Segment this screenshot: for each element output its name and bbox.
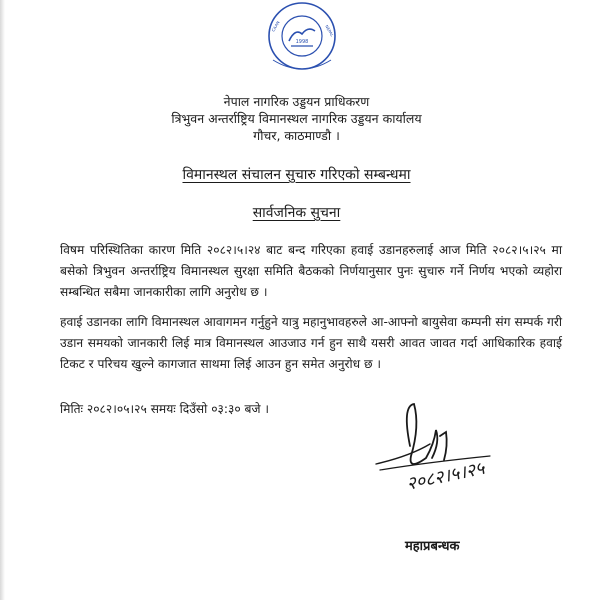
notice-subject: विमानस्थल संचालन सुचारु गरिएको सम्बन्धमा bbox=[182, 167, 411, 183]
notice-dateline: मितिः २०८२।०५।२५ समयः दिउँसो ०३:३० बजे । bbox=[60, 402, 270, 416]
header-org-name: नेपाल नागरिक उड्डयन प्राधिकरण bbox=[223, 94, 370, 109]
svg-text:NEPAL: NEPAL bbox=[324, 24, 335, 38]
signatory-designation: महाप्रबन्धक bbox=[405, 539, 460, 554]
handwritten-signature bbox=[370, 396, 540, 506]
notice-title: सार्वजनिक सुचना bbox=[252, 205, 341, 221]
seal-year: 1998 bbox=[295, 39, 309, 45]
header-office-name: त्रिभुवन अन्तर्राष्ट्रिय विमानस्थल नागरिक उड्डयन कार्यालय bbox=[171, 111, 422, 126]
caan-seal-logo bbox=[253, 0, 351, 80]
svg-text:CAAN: CAAN bbox=[270, 20, 281, 33]
notice-paragraph-2: हवाई उडानका लागि विमानस्थल आवागमन गर्नुहुने यात्रु महानुभावहरुले आ-आफ्नो बायुसेवा कम्पनी संग सम्पर्क गरी उडान समयको जानकारी लिई मात्र विमानस्थल आउजाउ गर्न हुन साथै यसरी आवत जावत गर्दा आधिकारिक हवाई टिकट र परिचय खुल्ने कागजात साथमा लिई आउन हुन समेत अनुरोध छ । bbox=[60, 315, 562, 371]
signature-date: २०८२।५।२५ bbox=[404, 457, 487, 495]
scan-edge-shadow bbox=[0, 0, 5, 600]
notice-paragraph-1: विषम परिस्थितिका कारण मिति २०८२।५।२४ बाट बन्द गरिएका हवाई उडानहरुलाई आज मिति २०८२।५।२५ मा बसेको त्रिभुवन अन्तर्राष्ट्रिय विमानस्थल सुरक्षा समिति बैठकको निर्णयानुसार पुनः सुचारु गर्ने निर्णय भएको व्यहोरा सम्बन्धित सबैमा जानकारीका लागि अनुरोध छ । bbox=[60, 243, 562, 299]
header-address: गौचर, काठमाण्डौ । bbox=[253, 128, 340, 143]
